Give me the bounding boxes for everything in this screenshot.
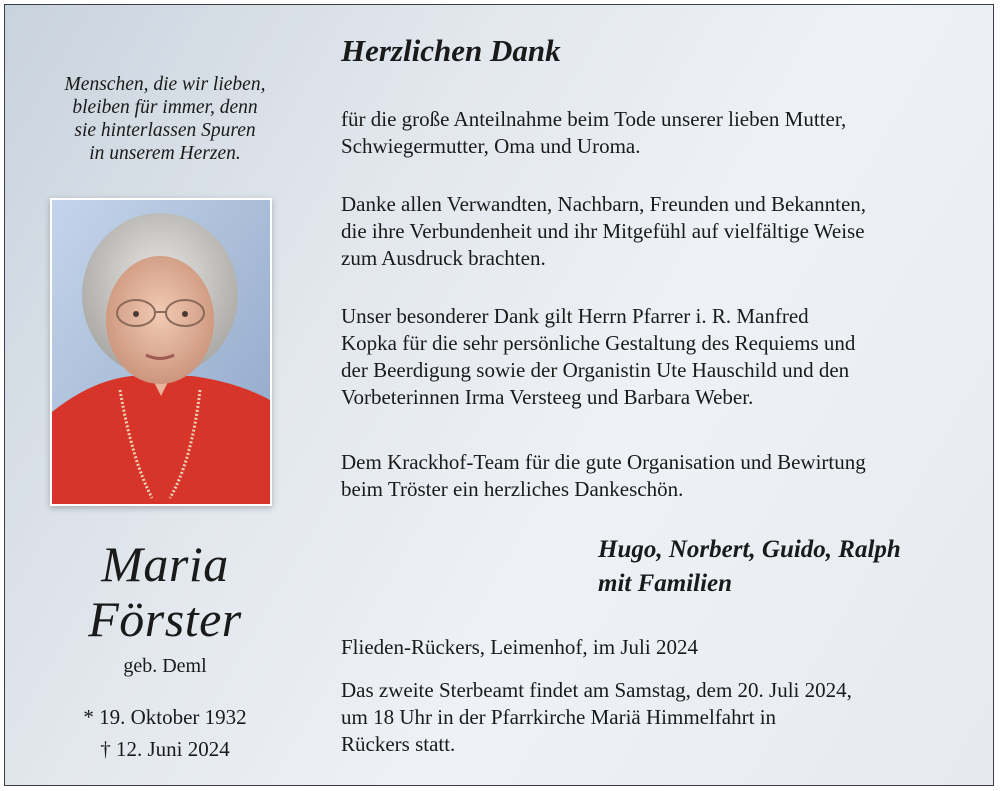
text-line: Dem Krackhof-Team für die gute Organisation und Bewirtung: [341, 450, 866, 474]
poem-line: sie hinterlassen Spuren: [74, 120, 256, 141]
memorial-poem: [25, 73, 305, 165]
place-and-date: Flieden-Rückers, Leimenhof, im Juli 2024: [341, 635, 698, 659]
text-line: beim Tröster ein herzliches Dankeschön.: [341, 477, 684, 501]
signatory-line: Hugo, Norbert, Guido, Ralph: [598, 536, 901, 563]
text-line: Rückers statt.: [341, 732, 456, 756]
paragraph-catering: [341, 449, 967, 503]
signatory-line: mit Familien: [598, 570, 733, 597]
poem-line: bleiben für immer, denn: [72, 97, 258, 118]
text-line: für die große Anteilnahme beim Tode unserer lieben Mutter,: [341, 107, 847, 131]
text-line: Das zweite Sterbeamt findet am Samstag, dem 20. Juli 2024,: [341, 678, 852, 702]
maiden-name: geb. Deml: [123, 655, 207, 677]
text-line: die ihre Verbundenheit und ihr Mitgefühl auf vielfältige Weise: [341, 219, 865, 243]
death-date: † 12. Juni 2024: [100, 737, 230, 761]
text-line: Vorbeterinnen Irma Versteeg und Barbara Weber.: [341, 385, 754, 409]
paragraph-condolences: [341, 106, 967, 160]
text-line: Danke allen Verwandten, Nachbarn, Freunden und Bekannten,: [341, 192, 867, 216]
text-line: Kopka für die sehr persönliche Gestaltung des Requiems und: [341, 331, 856, 355]
portrait-frame: [50, 198, 272, 506]
birth-date: * 19. Oktober 1932: [83, 705, 247, 729]
paragraph-memorial-mass: [341, 677, 967, 758]
text-line: Unser besonderer Dank gilt Herrn Pfarrer i. R. Manfred: [341, 304, 809, 328]
paragraph-clergy: [341, 303, 967, 411]
portrait-photo: [52, 200, 270, 504]
text-line: Schwiegermutter, Oma und Uroma.: [341, 134, 641, 158]
text-line: um 18 Uhr in der Pfarrkirche Mariä Himmelfahrt in: [341, 705, 777, 729]
paragraph-relatives: [341, 191, 967, 272]
first-name: Maria: [101, 536, 229, 592]
poem-line: Menschen, die wir lieben,: [64, 74, 266, 95]
last-name: Förster: [88, 591, 242, 647]
text-line: der Beerdigung sowie der Organistin Ute Hauschild und den: [341, 358, 850, 382]
thank-you-heading: Herzlichen Dank: [341, 33, 561, 68]
poem-line: in unserem Herzen.: [89, 143, 241, 164]
left-column: [5, 5, 325, 785]
obituary-card: [4, 4, 994, 786]
text-line: zum Ausdruck brachten.: [341, 246, 546, 270]
signatories: [598, 533, 901, 601]
